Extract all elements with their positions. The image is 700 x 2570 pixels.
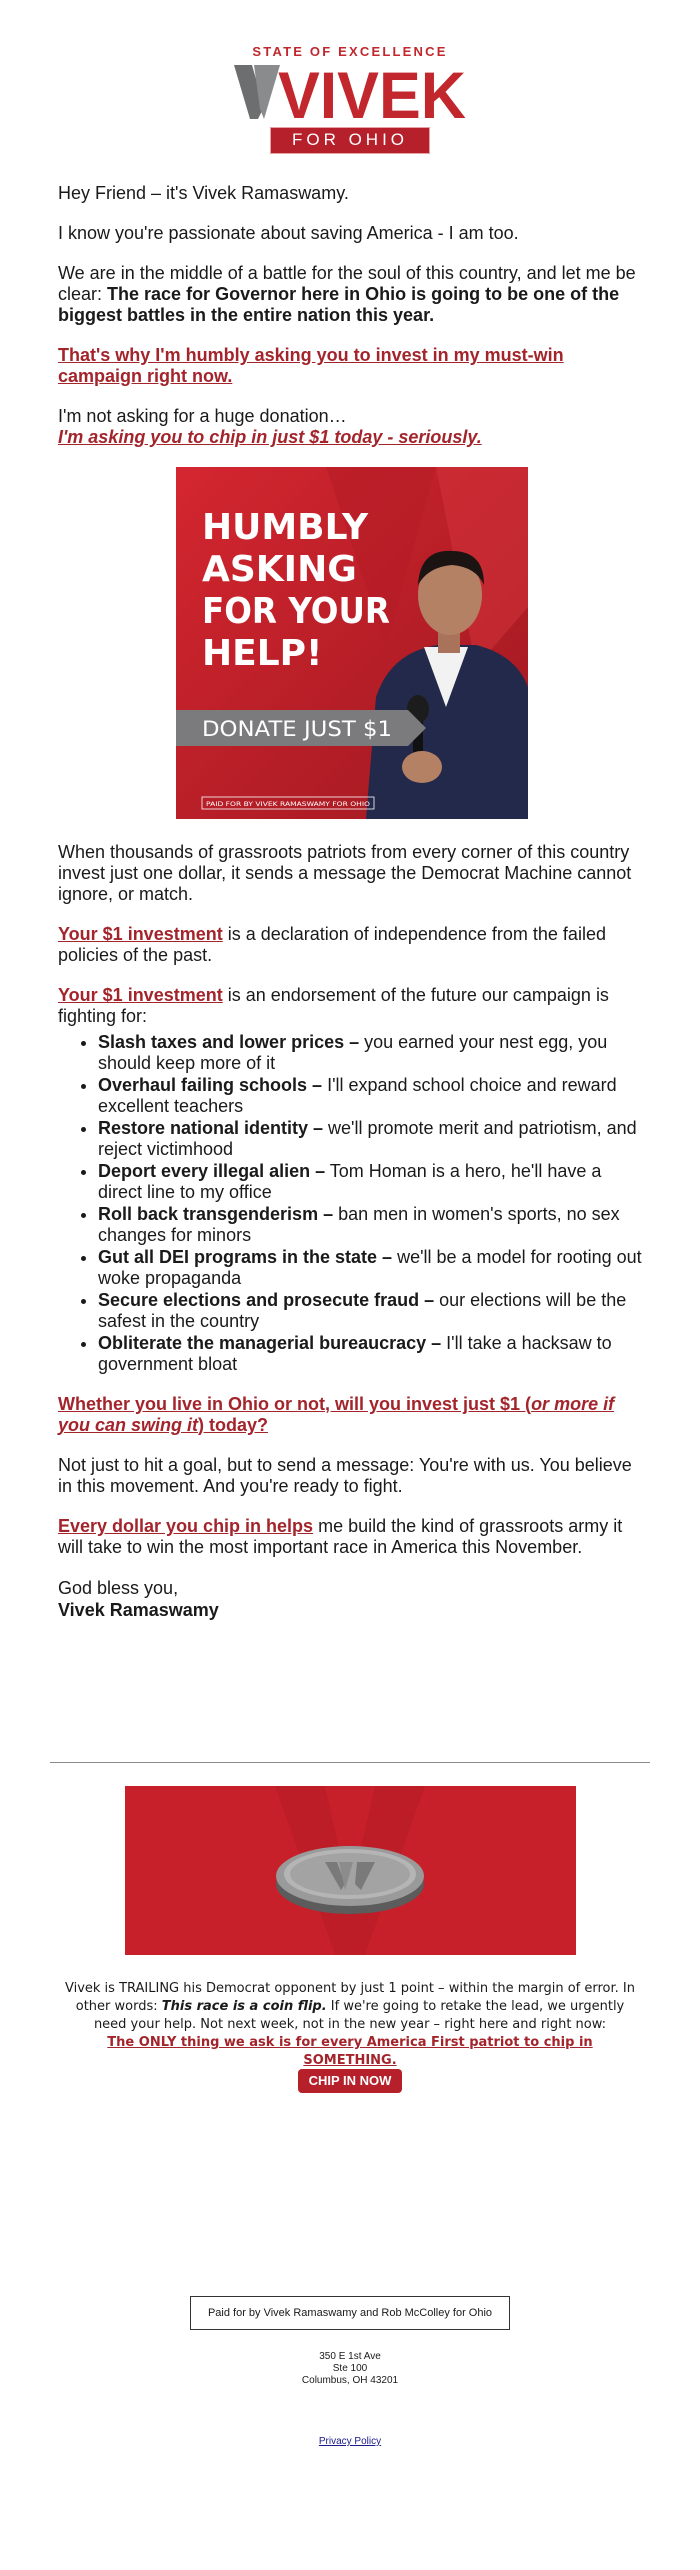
campaign-logo [230,44,470,162]
section-divider [50,1762,650,1763]
hero-line-3: FOR YOUR [202,591,390,632]
hero-graphic [176,467,528,819]
paragraph [58,345,642,387]
address-line: 350 E 1st Ave [319,2351,381,2362]
donate-hero-image[interactable] [176,467,528,819]
paragraph: We are in the middle of a battle for the soul of this country, and let me be clear: The race for Governor here in Ohio is going to be one of the biggest battles in the entire nation this year. [58,263,636,325]
paragraph [58,1394,642,1436]
list-item: • Slash taxes and lower prices – you earned your nest egg, you should keep more of it [98,1032,642,1074]
list-item: • Overhaul failing schools – I'll expand school choice and reward excellent teachers [98,1075,642,1117]
coin-flip-banner[interactable] [125,1786,576,1955]
donate-link-invest[interactable]: That's why I'm humbly asking you to invest in my must-win campaign right now. [58,345,564,386]
paragraph: When thousands of grassroots patriots from every corner of this country invest just one dollar, it sends a message the Democrat Machine cannot ignore, or match. [58,842,632,904]
person-hand [402,751,442,783]
donate-link-every-dollar[interactable]: Every dollar you chip in helps [58,1516,314,1536]
signoff [58,1577,642,1621]
logo-state: FOR OHIO [270,127,430,154]
chip-in-now-button[interactable]: CHIP IN NOW [298,2069,402,2093]
donate-link-investment-2[interactable]: Your $1 investment [58,985,223,1005]
footer-message: Vivek is TRAILING his Democrat opponent by just 1 point – within the margin of error. In other words: This race is a coin flip. If we're going to retake the lead, we urgently need your help. Not next week, not in the new year – right here and right now: The ONLY thing we ask is for every America First patriot to chip in SOMETHING. [64,1981,635,2068]
paragraph: Your $1 investment is an endorsement of the future our campaign is fighting for: [58,985,609,1026]
logo-tagline: STATE OF EXCELLENCE [252,44,448,59]
list-item: • Deport every illegal alien – Tom Homan is a hero, he'll have a direct line to my office [98,1161,642,1203]
hero-paid-for: PAID FOR BY VIVEK RAMASWAMY FOR OHIO [206,800,370,808]
address-line: Ste 100 [332,2363,368,2374]
platform-list [98,1032,642,1375]
coin-flip-statement: This race is a coin flip. [161,1999,327,2014]
list-item: • Obliterate the managerial bureaucracy – I'll take a hacksaw to government bloat [98,1333,642,1375]
paragraph: Your $1 investment is a declaration of independence from the failed policies of the past. [58,924,606,965]
paragraph: I know you're passionate about saving America - I am too. [58,223,519,243]
coin-graphic [125,1786,576,1955]
address-line: Columbus, OH 43201 [301,2375,399,2386]
donate-link-chip-in[interactable]: I'm asking you to chip in just $1 today - seriously. [58,427,482,447]
list-item: • Secure elections and prosecute fraud – our elections will be the safest in the country [98,1290,642,1332]
letter-body [58,183,642,1640]
list-item: • Restore national identity – we'll promote merit and patriotism, and reject victimhood [98,1118,642,1160]
signature: Vivek Ramaswamy [58,1600,219,1620]
greeting: Hey Friend – it's Vivek Ramaswamy. [58,183,349,203]
hero-line-4: HELP! [202,633,323,674]
paragraph: Every dollar you chip in helps me build the kind of grassroots army it will take to win the most important race in America this November. [58,1516,623,1557]
hero-line-2: ASKING [202,549,357,590]
closing: God bless you, [58,1578,179,1598]
donate-link-ohio-or-not[interactable]: Whether you live in Ohio or not, will you invest just $1 (or more if you can swing it) today? [58,1394,615,1435]
hero-donate-text: DONATE JUST $1 [202,717,392,741]
logo-name: VIVEK [278,61,467,123]
paragraph: Not just to hit a goal, but to send a message: You're with us. You believe in this movement. And you're ready to fight. [58,1455,632,1496]
paid-for-disclaimer: Paid for by Vivek Ramaswamy and Rob McColley for Ohio [190,2296,510,2330]
donate-link-investment-1[interactable]: Your $1 investment [58,924,223,944]
list-item: • Roll back transgenderism – ban men in women's sports, no sex changes for minors [98,1204,642,1246]
paragraph: I'm not asking for a huge donation… I'm asking you to chip in just $1 today - seriously. [58,406,482,447]
mailing-address [200,2351,500,2387]
privacy-policy-link[interactable]: Privacy Policy [318,2436,382,2447]
footer-donate-link[interactable]: The ONLY thing we ask is for every America First patriot to chip in SOMETHING. [107,2035,593,2068]
list-item: • Gut all DEI programs in the state – we'll be a model for rooting out woke propaganda [98,1247,642,1289]
logo-wordmark [230,61,470,123]
hero-line-1: HUMBLY [202,507,369,548]
bold-statement: The race for Governor here in Ohio is going to be one of the biggest battles in the entire nation this year. [58,284,620,325]
